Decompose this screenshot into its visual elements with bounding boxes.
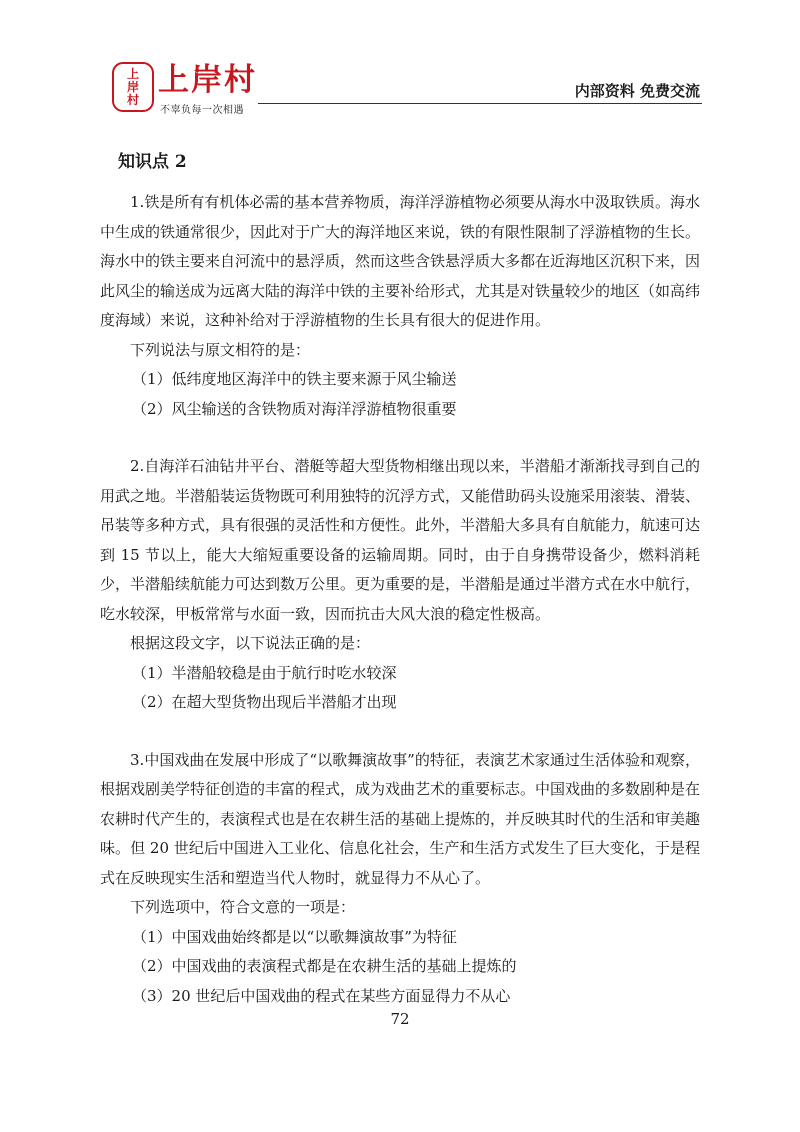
question-passage: 2.自海洋石油钻井平台、潜艇等超大型货物相继出现以来，半潜船才渐渐找寻到自己的用武之地。半潜船装运货物既可利用独特的沉浮方式，又能借助码头设施采用滚装、滑装、吊装等多种方式，具有很强的灵活性和方便性。此外，半潜船大多具有自航能力，航速可达到 15 节以上，能大大缩短重要设备的运输周期。同时，由于自身携带设备少，燃料消耗少，半潜船续航能力可达到数万公里。更为重要的是，半潜船是通过半潜方式在水中航行，吃水较深，甲板常常与水面一致，因而抗击大风大浪的稳定性极高。: [100, 457, 701, 623]
question-prompt: 下列选项中，符合文意的一项是：: [130, 898, 356, 916]
question-passage: 3.中国戏曲在发展中形成了“以歌舞演故事”的特征，表演艺术家通过生活体验和观察，根据戏剧美学特征创造的丰富的程式，成为戏曲艺术的重要标志。中国戏曲的多数剧种是在农耕时代产生的，表演程式也是在农耕生活的基础上提炼的，并反映其时代的生活和审美趣味。但 20 世纪后中国进入工业化、信息化社会，生产和生活方式发生了巨大变化，于是程式在反映现实生活和塑造当代人物时，就显得力不从心了。: [100, 750, 701, 887]
header-tag: 内部资料 免费交流: [574, 82, 700, 100]
question-prompt: 下列说法与原文相符的是：: [130, 340, 311, 359]
question-block: [100, 188, 700, 424]
question-option: （3）20 世纪后中国戏曲的程式在某些方面显得力不从心: [132, 986, 511, 1005]
question-block: [100, 746, 700, 1012]
question-passage: 1.铁是所有有机体必需的基本营养物质，海洋浮游植物必须要从海水中汲取铁质。海水中生成的铁通常很少，因此对于广大的海洋地区来说，铁的有限性限制了浮游植物的生长。海水中的铁主要来自河流中的悬浮质，然而这些含铁悬浮质大多都在近海地区沉积下来，因此风尘的输送成为远离大陆的海洋中铁的主要补给形式，尤其是对铁量较少的地区（如高纬度海域）来说，这种补给对于浮游植物的生长具有很大的促进作用。: [100, 193, 701, 329]
logo-seal: [112, 62, 154, 112]
question-block: [100, 452, 700, 718]
section-title: 知识点 2: [118, 152, 187, 172]
header-divider: [258, 103, 702, 104]
question-option: （1）中国戏曲始终都是以“以歌舞演故事”为特征: [132, 927, 457, 946]
document-body: [100, 150, 700, 1011]
logo-seal-char: 上: [126, 66, 139, 81]
question-option: （2）在超大型货物出现后半潜船才出现: [132, 693, 397, 711]
logo-slogan: 不辜负每一次相遇: [160, 105, 244, 116]
question-option: （2）风尘输送的含铁物质对海洋浮游植物很重要: [132, 399, 457, 418]
logo-seal-char: 村: [126, 92, 139, 107]
logo-seal-char: 岸: [126, 79, 139, 94]
question-prompt: 根据这段文字，以下说法正确的是：: [130, 634, 371, 652]
spacer: [100, 424, 700, 452]
page-header: [0, 0, 800, 130]
question-option: （2）中国戏曲的表演程式都是在农耕生活的基础上提炼的: [132, 957, 517, 975]
logo-name: 上岸村: [158, 62, 257, 98]
question-option: （1）低纬度地区海洋中的铁主要来源于风尘输送: [132, 370, 457, 388]
page-number: 72: [390, 1010, 410, 1028]
spacer: [100, 718, 700, 746]
question-option: （1）半潜船较稳是由于航行时吃水较深: [132, 663, 397, 682]
